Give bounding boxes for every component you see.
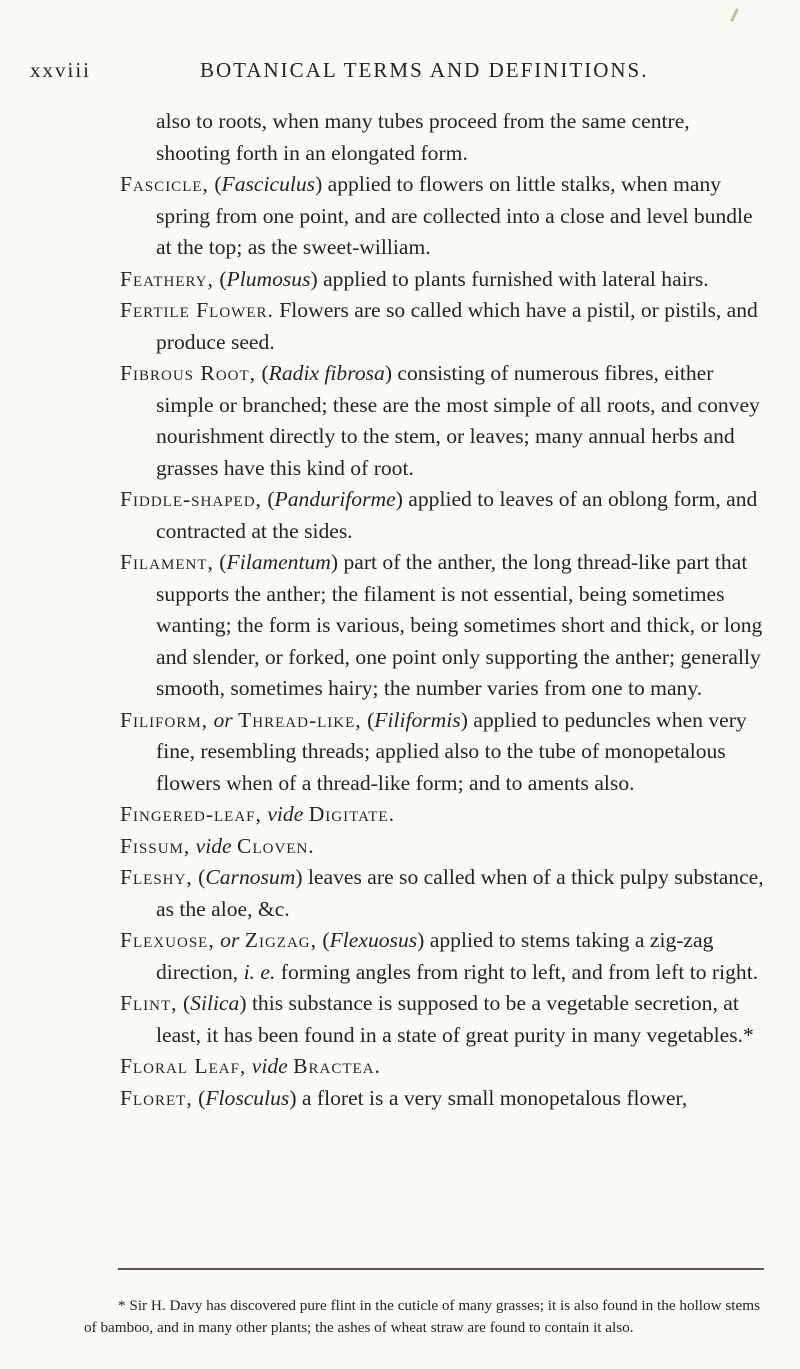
entry-latin: Radix fibrosa (268, 361, 385, 385)
entry-text: part of the anther, the long thread-like part that supports the anther; the filament is not essential, being sometimes wanting; the form is various, being sometimes short and thick, or long and slender, or forked, one point only supporting the anther; generally smooth, sometimes hairy; the number varies from one to many. (156, 550, 763, 700)
page-number: xxviii (30, 58, 92, 82)
entry-fibrous-root: Fibrous Root, (Radix fibrosa) consisting of numerous fibres, either simple or branched; these are the most simple of all roots, and convey nourishment directly to the stem, or leaves; many annual herbs and grasses have this kind of root. (120, 361, 760, 480)
entry-text: applied to plants furnished with lateral hairs. (323, 266, 709, 291)
running-title: BOTANICAL TERMS AND DEFINITIONS. (200, 58, 649, 82)
entry-term: Flint, (120, 991, 178, 1015)
page-header (30, 58, 760, 92)
entry-text: applied to stems taking a zig-zag direction, (156, 928, 714, 984)
entry-flexuose: Flexuose, or Zigzag, (Flexuosus) applied to stems taking a zig-zag direction, i. e. forming angles from right to left, and from left to right. (120, 928, 759, 984)
entry-continuation (0, 106, 800, 169)
entry-text: applied to leaves of an oblong form, and contracted at the sides. (156, 487, 758, 543)
entry-text: applied to flowers on little stalks, when many spring from one point, and are collected into a close and level bundle at the top; as the sweet-william. (156, 172, 753, 259)
entry-filament: Filament, (Filamentum) part of the anther, the long thread-like part that supports the anther; the filament is not essential, being sometimes wanting; the form is various, being sometimes short and thick, or long and slender, or forked, one point only supporting the anther; generally smooth, sometimes hairy; the number varies from one to many. (120, 550, 763, 700)
footnote-divider (118, 1268, 764, 1270)
entry-cross-reference: Bractea. (293, 1054, 381, 1078)
entry-vide: vide (267, 802, 304, 826)
entry-fissum (0, 831, 800, 863)
entry-fiddle-shaped: Fiddle-shaped, (Panduriforme) applied to leaves of an oblong form, and contracted at the sides. (120, 487, 758, 543)
entry-text-continued: forming angles from right to left, and from left to right. (280, 959, 759, 984)
entry-term: Fibrous Root, (120, 361, 257, 385)
entry-cross-reference: Cloven. (237, 833, 315, 858)
entry-text: Flowers are so called which have a pistil, or pistils, and produce seed. (156, 298, 758, 354)
entry-term: Floret, (120, 1085, 193, 1110)
entry-term: Fissum, (120, 833, 191, 858)
entry-latin: Fasciculus (221, 172, 316, 196)
entry-term: Feathery, (120, 266, 214, 291)
entry-vide: vide (195, 833, 232, 858)
glossary-body (0, 106, 800, 1114)
entry-floret: Floret, (Flosculus) a floret is a very small monopetalous flower, (120, 1085, 688, 1110)
entry-latin: Flosculus (205, 1085, 290, 1110)
entry-term: Fleshy, (120, 865, 193, 889)
entry-connector: or (213, 707, 233, 732)
entry-term: Fascicle, (120, 172, 209, 196)
entry-latin: Plumosus (226, 266, 311, 291)
entry-fingered-leaf (0, 799, 800, 831)
entry-text: applied to peduncles when very fine, resembling threads; applied also to the tube of monopetalous flowers when of a thread-like form; and to aments also. (156, 707, 747, 795)
entry-term: Floral Leaf, (120, 1054, 247, 1078)
entry-term: Flexuose, (120, 928, 215, 952)
entry-term-alt: Zigzag, (244, 928, 318, 952)
entry-vide: vide (251, 1054, 288, 1078)
entry-floral-leaf (0, 1051, 800, 1083)
entry-fleshy: Fleshy, (Carnosum) leaves are so called when of a thick pulpy substance, as the aloe, &c. (120, 865, 764, 921)
entry-fertile-flower (0, 295, 800, 358)
entry-term: Fiddle-shaped, (120, 487, 262, 511)
entry-text: also to roots, when many tubes proceed from the same centre, shooting forth in an elongated form. (156, 109, 690, 165)
entry-abbreviation: i. e. (243, 959, 276, 984)
entry-text: leaves are so called when of a thick pulpy substance, as the aloe, &c. (156, 865, 764, 921)
entry-term: Fertile Flower. (120, 298, 274, 322)
entry-connector: or (220, 928, 240, 952)
entry-latin: Flexuosus (329, 928, 418, 952)
entry-feathery: Feathery, (Plumosus) applied to plants furnished with lateral hairs. (120, 266, 709, 291)
entry-cross-reference: Digitate. (308, 802, 395, 826)
entry-latin: Silica (190, 991, 240, 1015)
entry-term: Filament, (120, 550, 214, 574)
entry-latin: Filamentum (226, 550, 331, 574)
entry-flint: Flint, (Silica) this substance is supposed to be a vegetable secretion, at least, it has been found in a state of great purity in many vegetables.* (120, 991, 754, 1047)
entry-term: Filiform, (120, 707, 209, 732)
entry-term-alt: Thread-like, (238, 707, 362, 732)
entry-text: consisting of numerous fibres, either simple or branched; these are the most simple of all roots, and convey nourishment directly to the stem, or leaves; many annual herbs and grasses have this kind of root. (156, 361, 760, 480)
entry-latin: Panduriforme (274, 487, 396, 511)
entry-latin: Carnosum (205, 865, 296, 889)
entry-term: Fingered-leaf, (120, 802, 262, 826)
entry-filiform: Filiform, or Thread-like, (Filiformis) applied to peduncles when very fine, resembling threads; applied also to the tube of monopetalous flowers when of a thread-like form; and to aments also. (120, 707, 747, 795)
entry-text: this substance is supposed to be a vegetable secretion, at least, it has been found in a state of great purity in many vegetables.* (156, 991, 754, 1047)
entry-latin: Filiformis (374, 707, 461, 732)
footnote: * Sir H. Davy has discovered pure flint in the cuticle of many grasses; it is also found in the hollow stems of bamboo, and in many other plants; the ashes of wheat straw are found to contain it also. (84, 1297, 760, 1337)
page-mark (730, 8, 739, 22)
entry-text: a floret is a very small monopetalous flower, (301, 1085, 688, 1110)
entry-fascicle: Fascicle, (Fasciculus) applied to flowers on little stalks, when many spring from one point, and are collected into a close and level bundle at the top; as the sweet-william. (120, 172, 753, 259)
